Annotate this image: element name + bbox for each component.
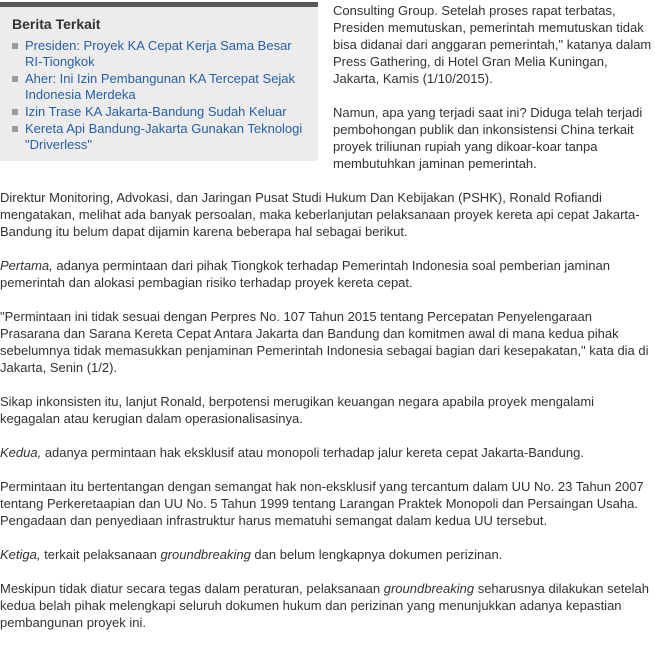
paragraph-text: adanya permintaan dari pihak Tiongkok terhadap Pemerintah Indonesia soal pemberian jaminan pemerintah dan alokasi pembagian risiko terhadap proyek kereta cepat. [0,258,610,290]
italic-text: Ketiga, [0,547,41,562]
related-news-link[interactable]: Presiden: Proyek KA Cepat Kerja Sama Besar RI-Tiongkok [25,38,292,69]
bullet-square-icon [12,43,18,49]
paragraph-text: Consulting Group. Setelah proses rapat terbatas, Presiden memutuskan, pemerintah memutuskan tidak bisa didanai dari anggaran pemerintah," katanya dalam Press Gathering, di Hotel Gran Melia Kuningan, Jakarta, Kamis (1/10/2015). [333,3,652,86]
paragraph-text: dan belum lengkapnya dokumen perizinan. [250,547,503,562]
bullet-square-icon [12,76,18,82]
article-paragraph [0,189,655,240]
related-news-box [0,2,318,161]
related-news-list [10,38,308,154]
paragraph-text: adanya permintaan hak eksklusif atau monopoli terhadap jalur kereta cepat Jakarta-Bandung. [41,445,584,460]
article-paragraph [0,308,655,376]
related-news-link[interactable]: Izin Trase KA Jakarta-Bandung Sudah Keluar [25,104,287,119]
article-body [0,189,655,631]
italic-text: Pertama, [0,258,53,273]
related-news-item [10,71,308,104]
related-news-link[interactable]: Kereta Api Bandung-Jakarta Gunakan Teknologi "Driverless" [25,121,303,152]
paragraph-text: seharusnya dilakukan setelah kedua belah pihak melengkapi seluruh dokumen hukum dan perizinan yang menunjukkan adanya kepastian pembangunan proyek ini. [0,581,649,630]
article-paragraph [0,546,655,563]
paragraph-text: Permintaan itu bertentangan dengan semangat hak non-eksklusif yang tercantum dalam UU No. 23 Tahun 2007 tentang Perkeretaapian dan UU No. 5 Tahun 1999 tentang Larangan Praktek Monopoli dan Persaingan Usaha. Pengadaan dan penyediaan infrastruktur harus mematuhi semangat dalam kedua UU tersebut. [0,479,644,528]
paragraph-text: Meskipun tidak diatur secara tegas dalam peraturan, pelaksanaan [0,581,384,596]
paragraph-text: Namun, apa yang terjadi saat ini? Diduga telah terjadi pembohongan publik dan inkonsistensi China terkait proyek triliunan rupiah yang dikoar-koar tanpa membutuhkan jaminan pemerintah. [333,105,643,171]
paragraph-text: "Permintaan ini tidak sesuai dengan Perpres No. 107 Tahun 2015 tentang Percepatan Penyelengaraan Prasarana dan Sarana Kereta Cepat Antara Jakarta dan Bandung dan komitmen awal di mana kedua pihak sebelumnya tidak memasukkan penjaminan Pemerintah Indonesia sebagai bagian dari kesepakatan," kata dia di Jakarta, Senin (1/2). [0,309,649,375]
italic-text: Kedua, [0,445,42,460]
paragraph-text: Direktur Monitoring, Advokasi, dan Jaringan Pusat Studi Hukum Dan Kebijakan (PSHK), Ronald Rofiandi mengatakan, melihat ada banyak persoalan, maka keberlanjutan pelaksanaan proyek kereta api cepat Jakarta-Bandung itu belum dapat dijamin karena beberapa hal sebagai berikut. [0,190,640,239]
paragraph-text: Sikap inkonsisten itu, lanjut Ronald, berpotensi merugikan keuangan negara apabila proyek mengalami kegagalan atau kerugian dalam operasionalisasinya. [0,394,595,426]
article-paragraph [0,478,655,529]
italic-text: groundbreaking [383,581,475,596]
bullet-square-icon [12,126,18,132]
related-news-item [10,104,308,121]
related-news-item [10,38,308,71]
bullet-square-icon [12,109,18,115]
related-news-item [10,121,308,154]
related-news-link[interactable]: Aher: Ini Izin Pembangunan KA Tercepat Sejak Indonesia Merdeka [25,71,296,102]
paragraph-text: terkait pelaksanaan [40,547,161,562]
article-paragraph [0,393,655,427]
article-paragraph [0,444,655,461]
italic-text: groundbreaking [160,547,251,562]
article-paragraph [0,257,655,291]
related-box-title: Berita Terkait [12,16,101,32]
article-paragraph [0,580,655,631]
related-box-body [0,7,318,161]
